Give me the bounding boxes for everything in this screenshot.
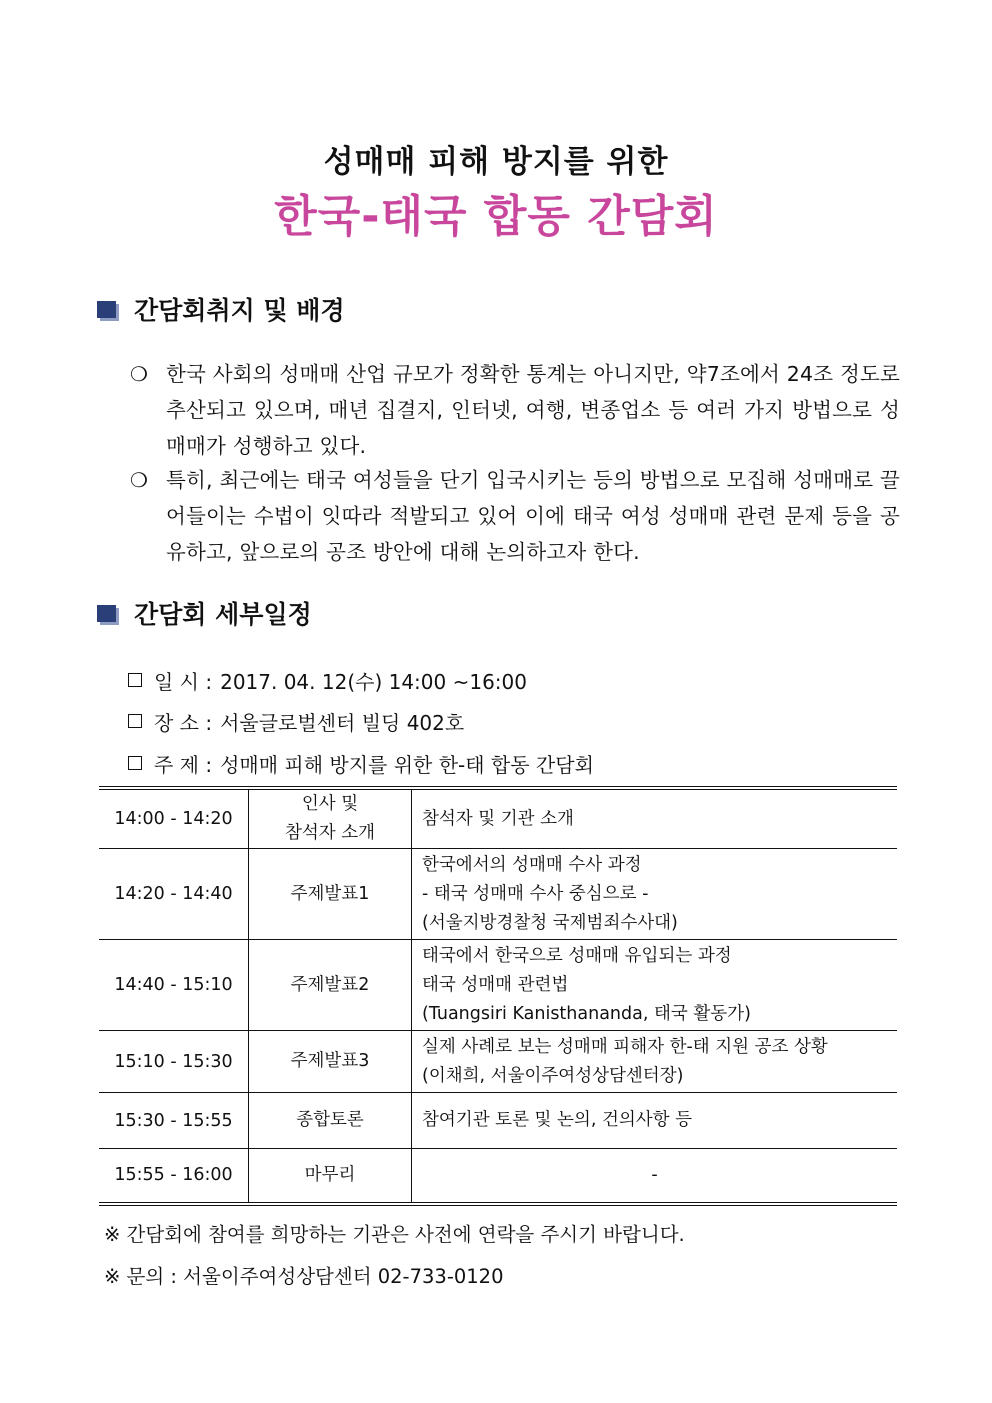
checkbox-square-icon (128, 673, 142, 687)
content-line: 태국 성매매 관련법 (422, 974, 569, 995)
schedule-table (99, 786, 897, 1206)
content-cell (412, 1031, 898, 1093)
info-key: 장 소 : (154, 710, 213, 735)
table-row (99, 788, 897, 849)
section-heading-background (97, 294, 345, 324)
info-value: 성매매 피해 방지를 위한 한-태 합동 간담회 (220, 752, 594, 777)
content-line: (서울지방경찰청 국제범죄수사대) (422, 912, 678, 933)
info-date (128, 665, 527, 695)
content-line: 실제 사례로 보는 성매매 피해자 한-태 지원 공조 상황 (422, 1036, 828, 1057)
content-line: 한국에서의 성매매 수사 과정 (422, 854, 642, 875)
paragraph-1 (130, 356, 900, 464)
square-bullet-icon (97, 301, 116, 318)
content-line: (Tuangsiri Kanisthananda, 태국 활동가) (422, 1003, 751, 1024)
part-cell (249, 1031, 412, 1093)
content-cell (412, 1093, 898, 1149)
checkbox-square-icon (128, 714, 142, 728)
content-line: 참여기관 토론 및 논의, 건의사항 등 (422, 1110, 693, 1130)
time-cell: 15:55 - 16:00 (99, 1149, 249, 1204)
content-line: - (651, 1164, 658, 1185)
content-line: - 태국 성매매 수사 중심으로 - (422, 883, 649, 904)
time-cell: 14:20 - 14:40 (99, 849, 249, 940)
part-line: 종합토론 (296, 1110, 364, 1130)
info-place (128, 706, 464, 736)
content-line: 참석자 및 기관 소개 (422, 808, 574, 829)
section-heading-label: 간담회취지 및 배경 (134, 296, 345, 325)
content-line: (이채희, 서울이주여성상담센터장) (422, 1065, 684, 1086)
table-row (99, 1031, 897, 1093)
info-value: 서울글로벌센터 빌딩 402호 (220, 710, 465, 735)
content-cell (412, 940, 898, 1031)
part-cell (249, 1093, 412, 1149)
content-cell (412, 1149, 898, 1204)
table-row (99, 849, 897, 940)
info-key: 주 제 : (154, 752, 213, 777)
time-cell: 14:40 - 15:10 (99, 940, 249, 1031)
paragraph-text: 한국 사회의 성매매 산업 규모가 정확한 통계는 아니지만, 약7조에서 24조 정도로 추산되고 있으며, 매년 집결지, 인터넷, 여행, 변종업소 등 여러 가지 방법으로 성매매가 성행하고 있다. (166, 362, 900, 458)
time-cell: 14:00 - 14:20 (99, 788, 249, 849)
table-row (99, 940, 897, 1031)
note-participation: ※ 간담회에 참여를 희망하는 기관은 사전에 연락을 주시기 바랍니다. (104, 1223, 685, 1246)
part-line: 인사 및 (301, 794, 359, 814)
checkbox-square-icon (128, 756, 142, 770)
paragraph-2 (130, 462, 900, 570)
info-value: 2017. 04. 12(수) 14:00 ~16:00 (220, 669, 527, 694)
section-heading-label: 간담회 세부일정 (134, 600, 312, 629)
paragraph-text: 특히, 최근에는 태국 여성들을 단기 입국시키는 등의 방법으로 모집해 성매매로 끌어들이는 수법이 잇따라 적발되고 있어 이에 태국 여성 성매매 관련 문제 등을 공유하고, 앞으로의 공조 방안에 대해 논의하고자 한다. (166, 468, 900, 564)
circle-bullet-icon: ❍ (130, 468, 148, 492)
content-cell (412, 788, 898, 849)
part-line: 마무리 (304, 1164, 356, 1185)
part-cell (249, 849, 412, 940)
circle-bullet-icon: ❍ (130, 362, 148, 386)
info-topic (128, 748, 594, 778)
part-line: 주제발표1 (290, 883, 370, 904)
time-cell: 15:30 - 15:55 (99, 1093, 249, 1149)
table-row (99, 1093, 897, 1149)
info-key: 일 시 : (154, 669, 213, 694)
part-line: 주제발표3 (290, 1051, 370, 1071)
note-contact: ※ 문의 : 서울이주여성상담센터 02-733-0120 (104, 1265, 504, 1288)
content-line: 태국에서 한국으로 성매매 유입되는 과정 (422, 945, 732, 966)
document-subtitle: 성매매 피해 방지를 위한 (323, 144, 669, 180)
square-bullet-icon (97, 605, 116, 622)
section-heading-schedule (97, 598, 312, 628)
table-row (99, 1149, 897, 1204)
part-cell (249, 1149, 412, 1204)
time-cell: 15:10 - 15:30 (99, 1031, 249, 1093)
part-cell (249, 788, 412, 849)
document-title: 한국-태국 합동 간담회 (274, 191, 718, 242)
part-line: 참석자 소개 (284, 823, 376, 843)
content-cell (412, 849, 898, 940)
part-line: 주제발표2 (290, 974, 370, 995)
part-cell (249, 940, 412, 1031)
